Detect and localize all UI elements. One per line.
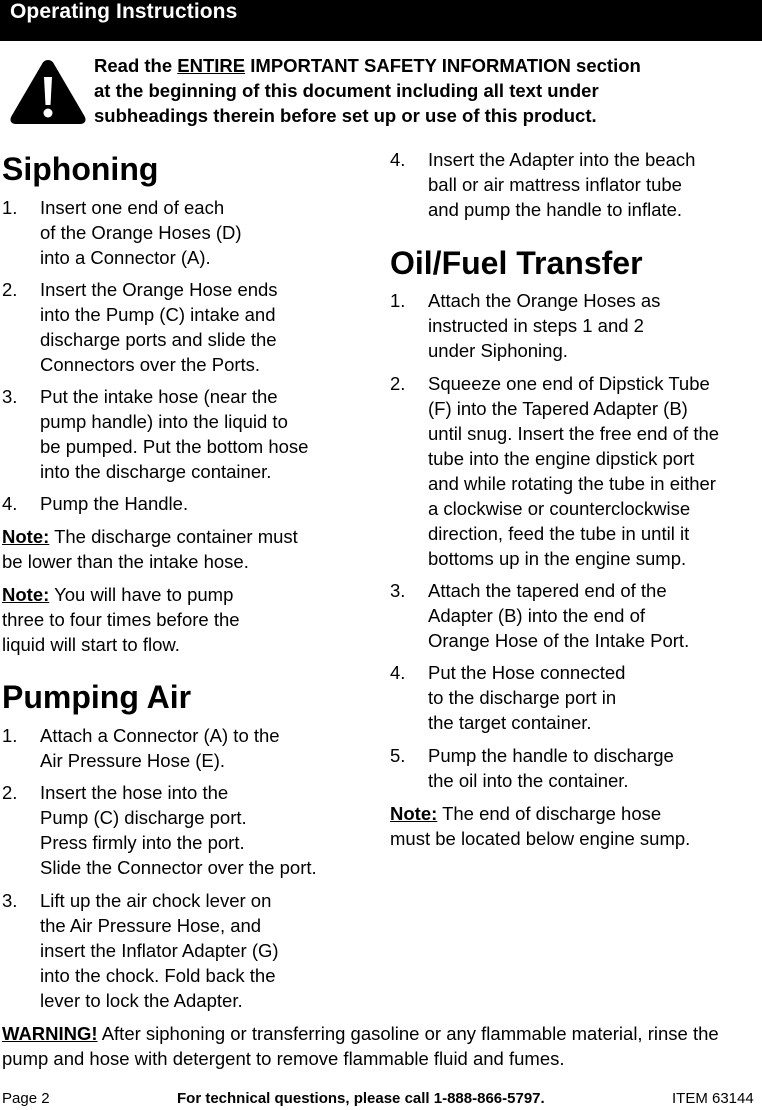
oil-fuel-heading: Oil/Fuel Transfer <box>390 245 643 281</box>
safety-notice-line-3: subheadings therein before set up or use of this product. <box>94 105 597 126</box>
item-number: ITEM 63144 <box>672 1090 754 1107</box>
siphoning-note: Note: You will have to pump three to four times before the liquid will start to flow. <box>2 584 240 655</box>
section-header-bar <box>0 0 762 41</box>
siphoning-heading: Siphoning <box>2 151 159 187</box>
flammable-warning: WARNING! After siphoning or transferring gasoline or any flammable material, rinse the pump and hose with detergent to remove flammable fluid and fumes. <box>2 1023 719 1069</box>
safety-notice-line-2: at the beginning of this document including all text under <box>94 80 599 101</box>
safety-emphasis: ENTIRE <box>177 55 246 76</box>
warning-triangle-icon <box>8 57 88 127</box>
safety-notice <box>94 53 754 128</box>
warning-label: WARNING! <box>2 1023 98 1044</box>
page-number: Page 2 <box>2 1090 50 1107</box>
siphoning-note: Note: The discharge container must be lower than the intake hose. <box>2 526 298 572</box>
safety-notice-line-1: Read the ENTIRE IMPORTANT SAFETY INFORMATION section <box>94 55 641 76</box>
oil-fuel-note: Note: The end of discharge hose must be located below engine sump. <box>390 803 691 849</box>
technical-contact: For technical questions, please call 1-888-866-5797. <box>177 1090 545 1107</box>
section-title: Operating Instructions <box>10 0 238 23</box>
pumping-air-heading: Pumping Air <box>2 679 192 715</box>
